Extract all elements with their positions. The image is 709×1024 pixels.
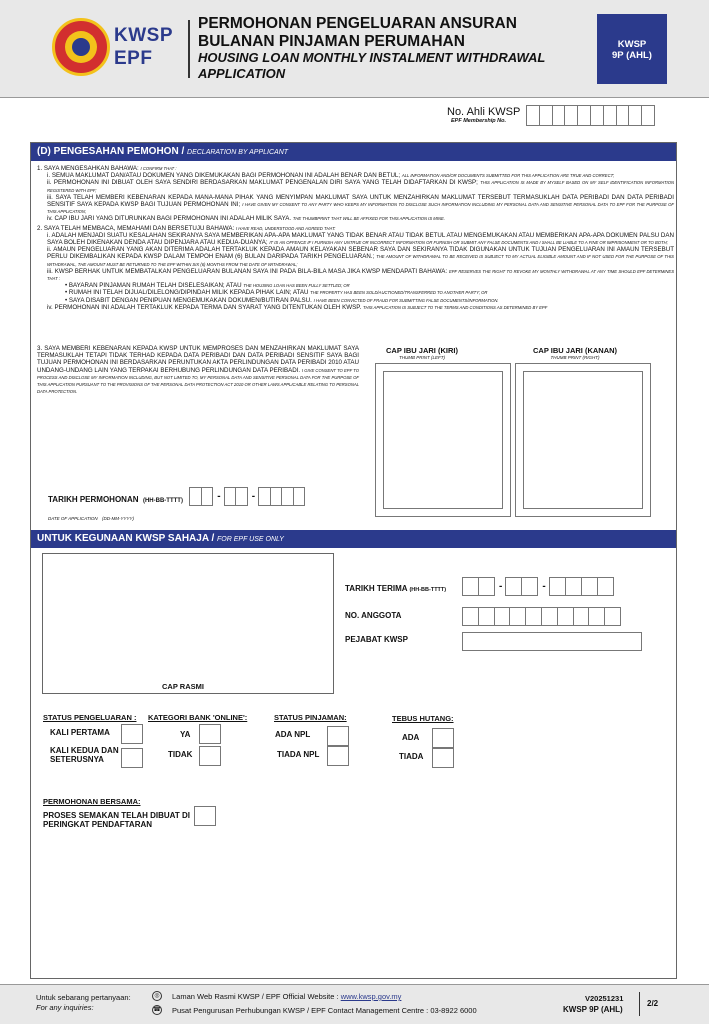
member-no-label: NO. ANGGOTA <box>345 611 402 620</box>
declaration-1-iii: iii. SAYA TELAH MEMBERI KEBENARAN KEPADA MANA-MANA PIHAK YANG MENYIMPAN MAKLUMAT SAYA UNTUK MENZAHIRKAN MAKLUMAT TERSEBUT TERMASUKLAH DATA PERIBADI DAN DATA PERIBADI SENSITIF SAYA KEPADA KWSP BAGI TUJUAN PERMOHONAN INI; I HAVE GIVEN MY CONSENT TO ANY PARTY WHO KEEPS MY INFORMATION TO DISCLOSE SUCH INFORMATION INCLUDING MY PERSONAL DATA AND SENSITIVE PERSONAL DATA TO EPF FOR THE PURPOSE OF THIS APPLICATION; <box>47 193 674 215</box>
logo-text-epf: EPF <box>114 48 153 69</box>
thumbprint-left-box[interactable] <box>375 363 511 517</box>
membership-digit-box[interactable] <box>526 105 540 126</box>
member-no-digit-box[interactable] <box>509 607 526 626</box>
epf-use-header: UNTUK KEGUNAAN KWSP SAHAJA / FOR EPF USE ONLY <box>31 530 676 548</box>
member-no-digit-box[interactable] <box>541 607 558 626</box>
has-npl-checkbox[interactable] <box>327 726 349 746</box>
loan-status-label: STATUS PINJAMAN: <box>274 713 347 722</box>
has-npl-label: ADA NPL <box>275 730 311 739</box>
received-date-input[interactable]: - - <box>463 577 614 596</box>
epf-office-input[interactable] <box>462 632 642 651</box>
bullet-2: • RUMAH INI TELAH DIJUAL/DILELONG/DIPINDAH MILIK KEPADA PIHAK LAIN; ATAU THE PROPERTY HAS BEEN SOLD/AUCTIONED/TRANSFERRED TO ANOTHER PARTY; OR <box>65 289 488 297</box>
declaration-1-i: i. SEMUA MAKLUMAT DAN/ATAU DOKUMEN YANG DIKEMUKAKAN BAGI PERMOHONAN INI ADALAH BENAR DAN BETUL; ALL INFORMATION AND/OR DOCUMENTS SUBMITTED FOR THIS APPLICATION ARE TRUE AND CORRECT; <box>47 172 615 180</box>
contact-label-malay: Untuk sebarang pertanyaan: <box>36 993 131 1002</box>
logo-text-kwsp: KWSP <box>114 25 173 46</box>
debt-none-checkbox[interactable] <box>432 748 454 768</box>
member-no-digit-box[interactable] <box>573 607 590 626</box>
member-no-digit-box[interactable] <box>588 607 605 626</box>
member-no-digit-box[interactable] <box>604 607 621 626</box>
member-no-digit-box[interactable] <box>478 607 495 626</box>
footer-form-code: KWSP 9P (AHL) <box>563 1005 623 1014</box>
bullet-1: • BAYARAN PINJAMAN RUMAH TELAH DISELESAIKAN; ATAU THE HOUSING LOAN HAS BEEN FULLY SETTLED; OR <box>65 282 350 290</box>
debt-has-label: ADA <box>402 733 420 742</box>
application-date-label: TARIKH PERMOHONAN (HH-BB-TTTT) DATE OF APPLICATION (DD-MM-YYYY) <box>48 495 183 521</box>
withdrawal-status-label: STATUS PENGELUARAN : <box>43 713 137 722</box>
declaration-text <box>37 165 674 311</box>
declaration-1-ii: ii. PERMOHONAN INI DIBUAT OLEH SAYA SENDIRI BERDASARKAN MAKLUMAT PENGENALAN DIRI SAYA YANG TELAH DIDAFTARKAN DI KWSP; THIS APPLICATION IS MADE BY MYSELF BASED ON MY SELF IDENTIFICATION INFORMATION REGISTERED WITH EPF; <box>47 179 674 193</box>
no-npl-label: TIADA NPL <box>277 750 320 759</box>
footer-band <box>0 984 709 1024</box>
declaration-item-2: 2. SAYA TELAH MEMBACA, MEMAHAMI DAN BERSETUJU BAHAWA: I HAVE READ, UNDERSTOOD AND AGREED THAT: <box>37 224 336 232</box>
thumbprint-right-box[interactable] <box>515 363 651 517</box>
section-d-header: (D) PENGESAHAN PEMOHON / DECLARATION BY APPLICANT <box>31 143 676 161</box>
declaration-item-3: 3. SAYA MEMBERI KEBENARAN KEPADA KWSP UNTUK MEMPROSES DAN MENZAHIRKAN MAKLUMAT SAYA TERMASUKLAH TETAPI TIDAK TERHAD KEPADA DATA PERIBADI DAN DATA PERIBADI SENSITIF SAYA BAGI TUJUAN PERMOHONAN INI BERDASARKAN PERUNTUKAN AKTA PERLINDUNGAN DATA PERIBADI 2010 ATAU UNDANG-UNDANG LAIN YANG TERPAKAI BERHUBUNG PERLINDUNGAN DATA PERIBADI. I GIVE CONSENT TO EPF TO PROCESS AND DISCLOSE MY INFORMATION INCLUDING, BUT NOT LIMITED TO, MY PERSONAL DATA AND SENSITIVE PERSONAL DATA FOR THE PURPOSE OF THIS APPLICATION PURSUANT TO THE PROVISIONS OF THE PERSONAL DATA PROTECTION ACT 2010 OR OTHER LAWS APPLICABLE RELATING TO PERSONAL DATA PROTECTION. <box>37 345 359 395</box>
kwsp-logo-icon <box>52 18 110 76</box>
membership-digit-box[interactable] <box>564 105 578 126</box>
debt-redemption-label: TEBUS HUTANG: <box>392 714 454 723</box>
member-no-digit-box[interactable] <box>557 607 574 626</box>
membership-digit-box[interactable] <box>539 105 553 126</box>
membership-digit-box[interactable] <box>628 105 642 126</box>
website-link[interactable]: www.kwsp.gov.my <box>340 992 402 1001</box>
second-onwards-label: KALI KEDUA DAN SETERUSNYA <box>50 746 119 764</box>
bank-yes-label: YA <box>180 730 191 739</box>
bullet-3: • SAYA DISABIT DENGAN PENIPUAN MENGEMUKAKAN DOKUMEN/BUTIRAN PALSU. I HAVE BEEN CONVICTED OF FRAUD FOR SUBMITTING FALSE DOCUMENTS/INFORMATION. <box>65 296 499 304</box>
first-time-checkbox[interactable] <box>121 724 143 744</box>
bank-no-label: TIDAK <box>168 750 193 759</box>
membership-digit-box[interactable] <box>552 105 566 126</box>
membership-digit-box[interactable] <box>603 105 617 126</box>
membership-label: No. Ahli KWSP <box>447 106 521 118</box>
form-title-english: HOUSING LOAN MONTHLY INSTALMENT WITHDRAWAL APPLICATION <box>198 50 546 81</box>
member-no-digit-box[interactable] <box>525 607 542 626</box>
website-line: Laman Web Rasmi KWSP / EPF Official Website : www.kwsp.gov.my <box>172 992 402 1001</box>
joint-application-label: PERMOHONAN BERSAMA: <box>43 797 141 806</box>
no-npl-checkbox[interactable] <box>327 746 349 766</box>
bank-category-label: KATEGORI BANK 'ONLINE': <box>148 713 248 722</box>
verification-label: PROSES SEMAKAN TELAH DIBUAT DI PERINGKAT PENDAFTARAN <box>43 811 190 829</box>
version-label: V20251231 <box>585 994 624 1003</box>
official-stamp-box[interactable] <box>42 553 334 694</box>
epf-office-label: PEJABAT KWSP <box>345 635 408 644</box>
member-no-digit-box[interactable] <box>462 607 479 626</box>
form-title-malay: PERMOHONAN PENGELUARAN ANSURAN BULANAN PINJAMAN PERUMAHAN <box>198 15 517 50</box>
application-date-input[interactable]: - - <box>190 487 305 506</box>
bank-no-checkbox[interactable] <box>199 746 221 766</box>
membership-digit-box[interactable] <box>590 105 604 126</box>
verification-checkbox[interactable] <box>194 806 216 826</box>
declaration-2-iv: iv. PERMOHONAN INI ADALAH TERTAKLUK KEPADA TERMA DAN SYARAT YANG DITENTUKAN OLEH KWSP. THIS APPLICATION IS SUBJECT TO THE TERMS AND CONDITIONS AS DETERMINED BY EPF <box>47 303 548 311</box>
membership-digit-box[interactable] <box>616 105 630 126</box>
membership-digit-box[interactable] <box>641 105 655 126</box>
declaration-1-iv: iv. CAP IBU JARI YANG DITURUNKAN BAGI PERMOHONAN INI ADALAH MILIK SAYA. THE THUMBPRINT THAT WILL BE AFFIXED FOR THIS APPLICATION IS MINE. <box>47 215 445 223</box>
member-no-input[interactable] <box>463 607 621 626</box>
form-code-badge: KWSP 9P (AHL) <box>597 14 667 84</box>
contact-label-english: For any inquiries: <box>36 1003 94 1012</box>
membership-sublabel: EPF Membership No. <box>451 118 507 124</box>
declaration-2-i: i. ADALAH MENJADI SUATU KESALAHAN SEKIRANYA SAYA MEMBERIKAN APA-APA MAKLUMAT YANG TIDAK BENAR ATAU TIDAK BETUL ATAU MENGEMUKAKAN ATAU MEMBERIKAN APA-APA DOKUMEN PALSU DAN SAYA BOLEH DIKENAKAN DENDA ATAU DIPENJARA ATAU KEDUA-DUANYA; IT IS AN OFFENCE IF I FURNISH ANY UNTRUE OR INCORRECT INFORMATION OR FURNISH OR SUBMIT ANY FALSE DOCUMENTS AND I SHALL BE LIABLE TO A FINE OR IMPRISONMENT OR TO BOTH; <box>47 231 674 247</box>
debt-none-label: TIADA <box>399 752 424 761</box>
debt-has-checkbox[interactable] <box>432 728 454 748</box>
contact-centre-line: Pusat Pengurusan Perhubungan KWSP / EPF Contact Management Centre : 03-8922 6000 <box>172 1006 477 1015</box>
official-stamp-label: CAP RASMI <box>162 682 204 691</box>
second-onwards-checkbox[interactable] <box>121 748 143 768</box>
membership-number-input[interactable] <box>527 105 655 126</box>
declaration-2-iii: iii. KWSP BERHAK UNTUK MEMBATALKAN PENGELUARAN BULANAN SAYA INI PADA BILA-BILA MASA JIKA KWSP MENDAPATI BAHAWA: EPF RESERVES THE RIGHT TO REVOKE MY MONTHLY WITHDRAWAL AT ANY TIME SHOULD EPF DETERMINES THAT : <box>47 267 674 282</box>
received-date-label: TARIKH TERIMA (HH-BB-TTTT) <box>345 584 447 593</box>
phone-icon: ☎ <box>153 1007 161 1013</box>
header-divider <box>188 20 190 78</box>
bank-yes-checkbox[interactable] <box>199 724 221 744</box>
declaration-2-ii: ii. AMAUN PENGELUARAN YANG AKAN DITERIMA ADALAH TERTAKLUK KEPADA AMAUN KELAYAKAN SEBENAR SAYA DAN SEKIRANYA TIDAK DIGUNAKAN UNTUK TUJUAN PENGELUARAN INI AMAUN TERSEBUT PERLU DIKEMBALIKAN KEPADA KWSP DALAM TEMPOH ENAM (6) BULAN DARIPADA TARIKH PENGELUARAN.; THE AMOUNT OF WITHDRAWAL TO BE RECEIVED IS SUBJECT TO MY ACTUAL ELIGIBLE AMOUNT AND IF NOT USED FOR THE PURPOSE OF THIS WITHDRAWAL, THE AMOUNT MUST BE RETURNED TO THE EPF WITHIN SIX (6) MONTHS FROM THE DATE OF WITHDRAWAL; <box>47 246 674 267</box>
declaration-item-1: 1. SAYA MENGESAHKAN BAHAWA: I CONFIRM THAT : <box>37 165 177 172</box>
member-no-digit-box[interactable] <box>494 607 511 626</box>
thumb-right-title: CAP IBU JARI (KANAN) THUMB PRINT (RIGHT) <box>533 346 618 360</box>
globe-icon: ◎ <box>152 991 162 1001</box>
footer-divider <box>639 992 640 1016</box>
page-number: 2/2 <box>647 999 659 1008</box>
first-time-label: KALI PERTAMA <box>50 728 110 737</box>
membership-digit-box[interactable] <box>577 105 591 126</box>
thumb-left-title: CAP IBU JARI (KIRI) THUMB PRINT (LEFT) <box>386 346 458 360</box>
